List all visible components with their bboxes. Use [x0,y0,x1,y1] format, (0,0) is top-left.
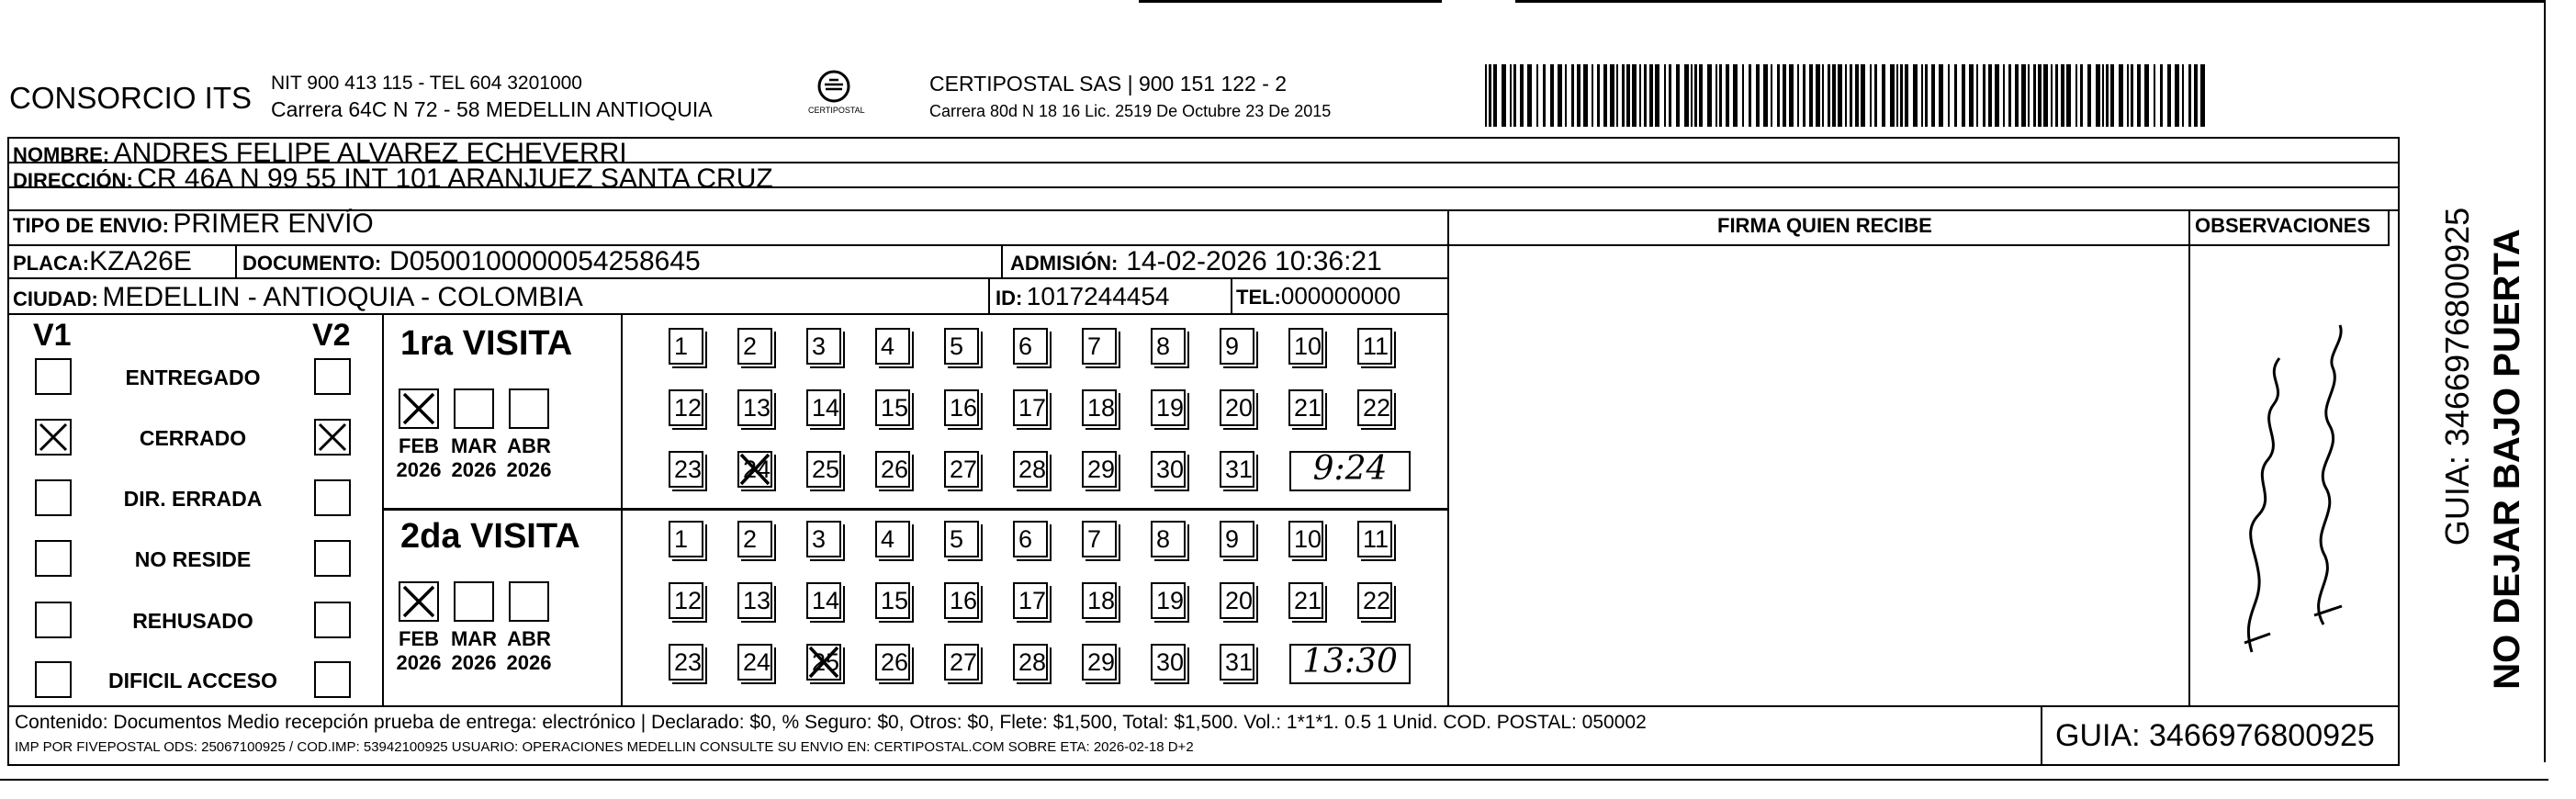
day-cell[interactable]: 18 [1082,389,1117,426]
barcode-bar [1828,64,1830,127]
day-cell[interactable]: 26 [875,644,910,681]
day-cell[interactable]: 28 [1013,451,1048,488]
month-checkbox[interactable] [399,581,439,622]
barcode-bar [1510,64,1512,127]
barcode-bar [2066,64,2071,127]
month-label: ABR [507,627,551,650]
barcode-bar [1803,64,1805,127]
day-cell[interactable]: 29 [1082,451,1117,488]
barcode-bar [2096,64,2100,127]
barcode-bar [2167,64,2171,127]
day-cell[interactable]: 25 [806,644,841,681]
barcode-bar [2051,64,2053,127]
barcode-bar [1726,64,1729,127]
day-cell[interactable]: 1 [669,521,703,557]
row-divider [1447,244,2390,246]
day-cell[interactable]: 14 [806,389,841,426]
day-cell[interactable]: 7 [1082,521,1117,557]
barcode-bar [2028,64,2030,127]
barcode-bar [2087,64,2091,127]
signature-header: FIRMA QUIEN RECIBE [1717,214,1932,237]
barcode-bar [1592,64,1593,127]
day-cell[interactable]: 18 [1082,582,1117,619]
status-label: DIFICIL ACCESO [107,669,278,692]
month-checkbox[interactable] [454,581,494,622]
barcode-bar [1719,64,1722,127]
barcode-bar [1527,64,1532,127]
barcode-bar [1733,64,1738,127]
day-cell[interactable]: 2 [737,521,772,557]
barcode-bar [2038,64,2042,127]
day-cell[interactable]: 17 [1013,389,1048,426]
year-label: 2026 [396,458,442,481]
barcode-bar [1493,64,1497,127]
status-checkbox-v2[interactable] [314,602,351,638]
barcode-bar [1913,64,1918,127]
col-divider [1447,209,1449,705]
barcode-bar [2021,64,2026,127]
barcode-bar [1874,64,1877,127]
day-cell[interactable]: 21 [1288,389,1323,426]
col-divider [235,244,237,277]
barcode-bar [2033,64,2036,127]
barcode-bar [2137,64,2141,127]
day-cell[interactable]: 11 [1357,328,1392,365]
barcode-bar [1485,64,1487,127]
plate-label: PLACA: [13,252,90,275]
barcode-bar [1669,64,1671,127]
barcode-bar [1850,64,1852,127]
barcode-bar [1707,64,1712,127]
month-checkbox[interactable] [454,388,494,429]
day-cell[interactable]: 31 [1220,644,1254,681]
barcode-bar [1822,64,1824,127]
barcode-bar [1622,64,1625,127]
barcode-bar [2127,64,2129,127]
day-cell[interactable]: 22 [1357,389,1392,426]
footer-content: Contenido: Documentos Medio recepción prueba de entrega: electrónico | Declarado: $0, % Seguro: $0, Otros: $0, Flete: $1,500, Total: $1,500. Vol.: 1*1*1. 0.5 1 Unid. COD. POSTAL: 050002 [15,712,1647,733]
status-checkbox-v2[interactable] [314,358,351,395]
status-checkbox-v1[interactable] [35,661,72,698]
barcode-bar [2144,64,2149,127]
barcode-bar [1543,64,1546,127]
carrier-line1: CERTIPOSTAL SAS | 900 151 122 - 2 [929,72,1288,96]
day-cell[interactable]: 5 [944,521,979,557]
barcode-bar [1565,64,1567,127]
day-cell[interactable]: 22 [1357,582,1392,619]
name-label: NOMBRE: [13,143,110,166]
barcode-bar [1676,64,1680,127]
side-guia: GUIA: 3466976800925 [2438,207,2476,546]
v2-header: V2 [312,318,351,353]
ship-type: PRIMER ENVÍO [173,208,374,239]
barcode-bar [1742,64,1744,127]
day-cell[interactable]: 24 [737,644,772,681]
day-cell[interactable]: 4 [875,521,910,557]
barcode-bar [1763,64,1768,127]
barcode-bar [2043,64,2048,127]
day-cell[interactable]: 6 [1013,328,1048,365]
day-cell[interactable]: 16 [944,582,979,619]
barcode-bar [1771,64,1772,127]
barcode-bar [1597,64,1600,127]
visit-time: 13:30 [1302,643,1398,681]
status-checkbox-v2[interactable] [314,419,351,456]
day-cell[interactable]: 20 [1220,582,1254,619]
day-cell[interactable]: 12 [669,582,703,619]
day-cell[interactable]: 20 [1220,389,1254,426]
barcode-bar [1861,64,1865,127]
year-label: 2026 [396,651,442,674]
scan-line [1515,0,2544,3]
status-checkbox-v1[interactable] [35,540,72,577]
barcode-bar [1520,64,1524,127]
day-cell[interactable]: 19 [1151,582,1186,619]
barcode-bar [1983,64,1985,127]
col-divider [2041,705,2042,766]
barcode-bar [1838,64,1842,127]
barcode-bar [1550,64,1554,127]
day-cell[interactable]: 9 [1220,328,1254,365]
month-label: MAR [450,434,498,457]
status-checkbox-v1[interactable] [35,358,72,395]
barcode-bar [2102,64,2104,127]
barcode-bar [1603,64,1607,127]
day-cell[interactable]: 21 [1288,582,1323,619]
day-cell[interactable]: 27 [944,644,979,681]
barcode-bar [1626,64,1630,127]
day-cell[interactable]: 30 [1151,644,1186,681]
barcode-bar [1756,64,1760,127]
day-cell[interactable]: 6 [1013,521,1048,557]
month-label: MAR [450,627,498,650]
barcode-bar [1939,64,1943,127]
col-divider [1001,244,1003,277]
barcode-bar [1664,64,1666,127]
barcode-bar [1890,64,1895,127]
day-cell[interactable]: 8 [1151,328,1186,365]
day-cell[interactable]: 23 [669,644,703,681]
day-cell[interactable]: 3 [806,521,841,557]
barcode-bar [1797,64,1799,127]
barcode-bar [2080,64,2083,127]
company-line1: NIT 900 413 115 - TEL 604 3201000 [271,73,582,94]
barcode-bar [1513,64,1516,127]
col-divider [2188,209,2190,705]
day-cell[interactable]: 29 [1082,644,1117,681]
barcode-bar [2175,64,2179,127]
ship-type-row [13,210,374,238]
status-checkbox-v2[interactable] [314,540,351,577]
city-row [13,284,583,311]
day-cell[interactable]: 10 [1288,328,1323,365]
observations-header: OBSERVACIONES [2195,214,2371,237]
day-cell[interactable]: 1 [669,328,703,365]
status-label: REHUSADO [132,609,253,633]
barcode-bar [1905,64,1908,127]
barcode-bar [1845,64,1847,127]
status-checkbox-v1[interactable] [35,479,72,516]
barcode-bar [2061,64,2064,127]
id-label: ID: [996,287,1023,309]
barcode-bar [2160,64,2163,127]
month-checkbox[interactable] [509,581,549,622]
status-checkbox-v1[interactable] [35,602,72,638]
barcode-bar [1536,64,1538,127]
admission: 14-02-2026 10:36:21 [1126,246,1382,276]
barcode-bar [1948,64,1950,127]
barcode-bar [2106,64,2109,127]
admission-label: ADMISIÓN: [1010,252,1119,275]
logo-text: CERTIPOSTAL [808,106,865,115]
day-cell[interactable]: 19 [1151,389,1186,426]
plate: KZA26E [89,246,192,276]
city-label: CIUDAD: [13,287,98,310]
day-cell[interactable]: 15 [875,582,910,619]
barcode-bar [2055,64,2058,127]
day-cell[interactable]: 10 [1288,521,1323,557]
company-name: CONSORCIO ITS [9,81,253,115]
barcode-bar [1558,64,1562,127]
visit-title: 2da VISITA [400,517,580,556]
year-label: 2026 [451,458,497,481]
day-cell[interactable]: 30 [1151,451,1186,488]
status-label: CERRADO [139,426,247,450]
barcode [1483,64,2218,127]
barcode-bar [1649,64,1653,127]
day-cell[interactable]: 14 [806,582,841,619]
barcode-bar [1644,64,1647,127]
day-cell[interactable]: 5 [944,328,979,365]
barcode-bar [1639,64,1641,127]
ship-type-label: TIPO DE ENVIO: [13,214,169,237]
status-label: DIR. ERRADA [123,487,263,511]
scan-edge [2544,0,2546,762]
day-cell[interactable]: 13 [737,582,772,619]
recipient-name: ANDRES FELIPE ALVAREZ ECHEVERRI [113,138,627,168]
day-cell[interactable]: 26 [875,451,910,488]
plate-row [13,248,192,276]
v1-header: V1 [33,318,72,353]
barcode-bar [1896,64,1898,127]
visit-time: 9:24 [1312,450,1388,488]
year-label: 2026 [506,651,552,674]
barcode-bar [1976,64,1978,127]
barcode-bar [1809,64,1813,127]
day-cell[interactable]: 12 [669,389,703,426]
barcode-bar [1925,64,1928,127]
barcode-bar [1691,64,1693,127]
barcode-bar [1783,64,1786,127]
barcode-bar [1694,64,1697,127]
barcode-bar [2154,64,2155,127]
day-cell[interactable]: 28 [1013,644,1048,681]
day-cell[interactable]: 17 [1013,582,1048,619]
year-label: 2026 [451,651,497,674]
day-cell[interactable]: 2 [737,328,772,365]
address-row [13,165,773,193]
barcode-bar [1655,64,1659,127]
barcode-bar [1684,64,1689,127]
barcode-bar [1749,64,1751,127]
no-dejar-warning: NO DEJAR BAJO PUERTA [2487,229,2527,690]
visit-title: 1ra VISITA [400,324,573,363]
day-cell[interactable]: 9 [1220,521,1254,557]
barcode-bar [2015,64,2019,127]
barcode-bar [2200,64,2205,127]
barcode-bar [2188,64,2191,127]
handwritten-notes [2204,303,2388,689]
day-cell[interactable]: 11 [1357,521,1392,557]
barcode-bar [1571,64,1574,127]
barcode-bar [1489,64,1491,127]
col-divider [1231,277,1232,313]
status-checkbox-v2[interactable] [314,661,351,698]
day-cell[interactable]: 4 [875,328,910,365]
barcode-bar [1699,64,1703,127]
barcode-bar [1777,64,1780,127]
admission-row [1010,248,1382,276]
status-checkbox-v2[interactable] [314,479,351,516]
status-checkbox-v1[interactable] [35,419,72,456]
barcode-bar [2131,64,2133,127]
day-cell[interactable]: 16 [944,389,979,426]
status-label: ENTREGADO [125,366,261,389]
barcode-bar [1900,64,1903,127]
row-divider [7,313,1447,315]
barcode-bar [1931,64,1935,127]
barcode-bar [1954,64,1957,127]
barcode-bar [2110,64,2114,127]
year-label: 2026 [506,458,552,481]
month-checkbox[interactable] [399,388,439,429]
barcode-bar [1610,64,1614,127]
barcode-bar [1583,64,1588,127]
month-label: ABR [507,434,551,457]
barcode-bar [2194,64,2198,127]
day-cell[interactable]: 24 [737,451,772,488]
day-cell[interactable]: 8 [1151,521,1186,557]
id-number: 1017244454 [1026,282,1170,310]
barcode-bar [2119,64,2123,127]
barcode-bar [2003,64,2005,127]
barcode-bar [1832,64,1836,127]
day-cell[interactable]: 13 [737,389,772,426]
barcode-bar [1715,64,1717,127]
document-row [242,248,701,276]
footer-imp: IMP POR FIVEPOSTAL ODS: 25067100925 / COD.IMP: 53942100925 USUARIO: OPERACIONES MEDELLIN CONSULTE SU ENVIO EN: CERTIPOSTAL.COM SOBRE ETA: 2026-02-18 D+2 [15,739,1194,755]
barcode-bar [1816,64,1820,127]
barcode-bar [1969,64,1974,127]
tel-label: TEL: [1236,286,1281,309]
day-cell[interactable]: 27 [944,451,979,488]
document: D0500100000054258645 [389,246,701,276]
carrier-line2: Carrera 80d N 18 16 Lic. 2519 De Octubre 23 De 2015 [929,102,1332,120]
barcode-bar [1577,64,1580,127]
day-cell[interactable]: 15 [875,389,910,426]
col-divider [988,277,990,313]
status-label: NO RESIDE [134,547,252,571]
barcode-bar [2008,64,2011,127]
day-cell[interactable]: 7 [1082,328,1117,365]
barcode-bar [1789,64,1794,127]
tel-row [1236,284,1400,308]
id-row [996,284,1170,309]
month-label: FEB [399,434,439,457]
barcode-bar [1870,64,1872,127]
barcode-bar [1855,64,1859,127]
barcode-bar [1921,64,1923,127]
company-line2: Carrera 64C N 72 - 58 MEDELLIN ANTIOQUIA [271,97,713,121]
barcode-bar [1502,64,1506,127]
month-checkbox[interactable] [509,388,549,429]
barcode-bar [2182,64,2184,127]
footer-guia: GUIA: 3466976800925 [2055,718,2375,753]
document-label: DOCUMENTO: [242,252,382,275]
day-cell[interactable]: 25 [806,451,841,488]
day-cell[interactable]: 31 [1220,451,1254,488]
barcode-bar [1962,64,1965,127]
barcode-bar [1882,64,1885,127]
day-cell[interactable]: 3 [806,328,841,365]
scan-line [1139,0,1442,3]
certipostal-logo [813,68,855,110]
address-label: DIRECCIÓN: [13,169,133,192]
col-divider [2388,209,2390,246]
city: MEDELLIN - ANTIOQUIA - COLOMBIA [102,282,583,312]
barcode-bar [2075,64,2077,127]
scan-edge [0,779,2548,781]
recipient-address: CR 46A N 99 55 INT 101 ARANJUEZ SANTA CRUZ [137,163,773,194]
day-cell[interactable]: 23 [669,451,703,488]
barcode-bar [1995,64,1999,127]
barcode-bar [1616,64,1618,127]
month-label: FEB [399,627,439,650]
tel: 000000000 [1280,282,1401,309]
row-divider [382,508,1447,511]
barcode-bar [1988,64,1992,127]
barcode-bar [1632,64,1637,127]
